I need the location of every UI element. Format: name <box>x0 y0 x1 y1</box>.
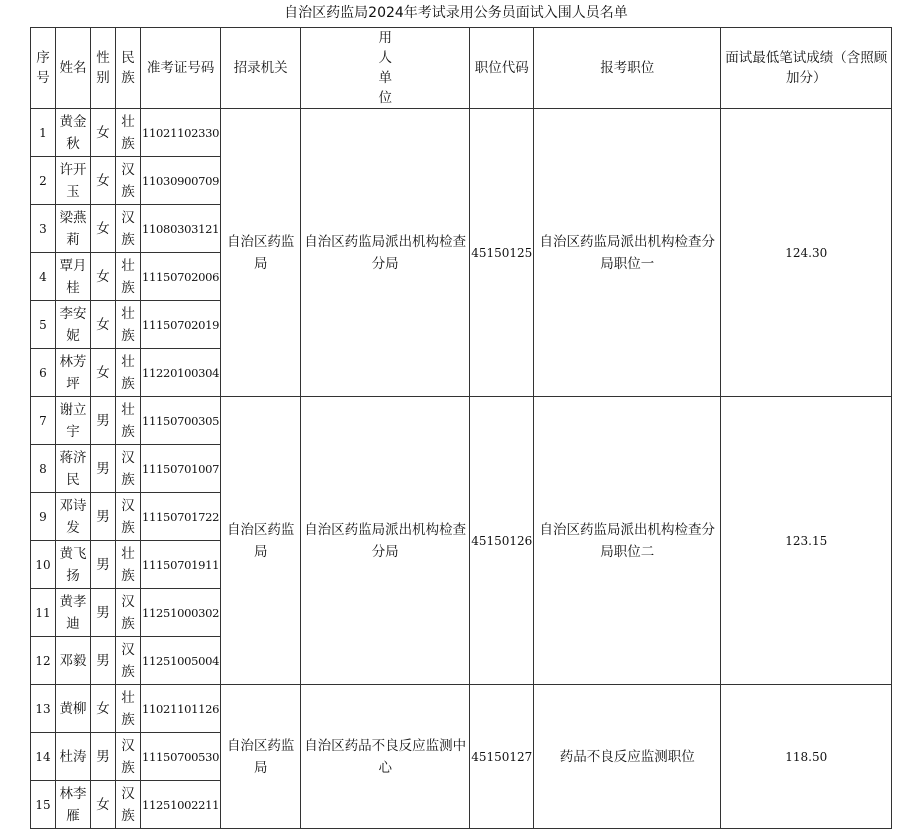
gender-cell: 男 <box>91 733 116 781</box>
ticket-cell: 11021101126 <box>141 685 221 733</box>
name-cell: 黄飞扬 <box>56 541 91 589</box>
ticket-cell: 11251002211 <box>141 781 221 829</box>
header-row <box>31 28 892 109</box>
ethnicity-cell: 汉族 <box>116 733 141 781</box>
ticket-cell: 11080303121 <box>141 205 221 253</box>
position-code-cell: 45150125 <box>470 109 534 397</box>
ticket-cell: 11150702006 <box>141 253 221 301</box>
gender-cell: 女 <box>91 109 116 157</box>
table-row <box>31 109 892 157</box>
gender-cell: 女 <box>91 781 116 829</box>
ethnicity-cell: 壮族 <box>116 301 141 349</box>
ethnicity-cell: 汉族 <box>116 589 141 637</box>
name-cell: 谢立宇 <box>56 397 91 445</box>
ticket-cell: 11150700305 <box>141 397 221 445</box>
header-ticket: 准考证号码 <box>141 28 221 109</box>
name-cell: 梁燕莉 <box>56 205 91 253</box>
seq-cell: 11 <box>31 589 56 637</box>
name-cell: 黄柳 <box>56 685 91 733</box>
gender-cell: 女 <box>91 157 116 205</box>
seq-cell: 8 <box>31 445 56 493</box>
page-title: 自治区药监局2024年考试录用公务员面试入围人员名单 <box>284 5 628 21</box>
name-cell: 杜涛 <box>56 733 91 781</box>
unit-cell: 自治区药品不良反应监测中心 <box>301 685 470 829</box>
agency-cell: 自治区药监局 <box>221 109 301 397</box>
seq-cell: 9 <box>31 493 56 541</box>
min-score-cell: 118.50 <box>721 685 892 829</box>
table-row <box>31 397 892 445</box>
agency-cell: 自治区药监局 <box>221 397 301 685</box>
ethnicity-cell: 壮族 <box>116 541 141 589</box>
gender-cell: 女 <box>91 205 116 253</box>
seq-cell: 6 <box>31 349 56 397</box>
seq-cell: 4 <box>31 253 56 301</box>
seq-cell: 2 <box>31 157 56 205</box>
ticket-cell: 11150702019 <box>141 301 221 349</box>
position-code-cell: 45150127 <box>470 685 534 829</box>
candidate-table <box>30 27 892 829</box>
ethnicity-cell: 汉族 <box>116 445 141 493</box>
ticket-cell: 11150701722 <box>141 493 221 541</box>
ethnicity-cell: 壮族 <box>116 109 141 157</box>
min-score-cell: 123.15 <box>721 397 892 685</box>
gender-cell: 女 <box>91 301 116 349</box>
ethnicity-cell: 汉族 <box>116 493 141 541</box>
min-score-cell: 124.30 <box>721 109 892 397</box>
gender-cell: 女 <box>91 253 116 301</box>
name-cell: 邓毅 <box>56 637 91 685</box>
ticket-cell: 11220100304 <box>141 349 221 397</box>
gender-cell: 男 <box>91 637 116 685</box>
header-ethnicity: 民族 <box>116 28 141 109</box>
gender-cell: 男 <box>91 493 116 541</box>
name-cell: 覃月桂 <box>56 253 91 301</box>
name-cell: 黄金秋 <box>56 109 91 157</box>
seq-cell: 13 <box>31 685 56 733</box>
header-agency: 招录机关 <box>221 28 301 109</box>
ticket-cell: 11150701007 <box>141 445 221 493</box>
seq-cell: 7 <box>31 397 56 445</box>
seq-cell: 5 <box>31 301 56 349</box>
seq-cell: 10 <box>31 541 56 589</box>
seq-cell: 3 <box>31 205 56 253</box>
ethnicity-cell: 壮族 <box>116 253 141 301</box>
gender-cell: 男 <box>91 397 116 445</box>
ticket-cell: 11251000302 <box>141 589 221 637</box>
header-gender: 性别 <box>91 28 116 109</box>
ethnicity-cell: 汉族 <box>116 781 141 829</box>
name-cell: 李安妮 <box>56 301 91 349</box>
seq-cell: 1 <box>31 109 56 157</box>
name-cell: 黄孝迪 <box>56 589 91 637</box>
seq-cell: 12 <box>31 637 56 685</box>
gender-cell: 男 <box>91 541 116 589</box>
name-cell: 林芳坪 <box>56 349 91 397</box>
name-cell: 邓诗发 <box>56 493 91 541</box>
gender-cell: 女 <box>91 349 116 397</box>
ticket-cell: 11251005004 <box>141 637 221 685</box>
ethnicity-cell: 壮族 <box>116 397 141 445</box>
header-position-code: 职位代码 <box>470 28 534 109</box>
ethnicity-cell: 汉族 <box>116 637 141 685</box>
ticket-cell: 11150700530 <box>141 733 221 781</box>
ethnicity-cell: 汉族 <box>116 157 141 205</box>
ticket-cell: 11021102330 <box>141 109 221 157</box>
header-unit: 用人单位 <box>301 28 470 109</box>
ethnicity-cell: 壮族 <box>116 685 141 733</box>
ticket-cell: 11030900709 <box>141 157 221 205</box>
agency-cell: 自治区药监局 <box>221 685 301 829</box>
unit-cell: 自治区药监局派出机构检查分局 <box>301 109 470 397</box>
name-cell: 林李雁 <box>56 781 91 829</box>
ethnicity-cell: 汉族 <box>116 205 141 253</box>
unit-cell: 自治区药监局派出机构检查分局 <box>301 397 470 685</box>
gender-cell: 女 <box>91 685 116 733</box>
position-cell: 自治区药监局派出机构检查分局职位二 <box>534 397 721 685</box>
gender-cell: 男 <box>91 445 116 493</box>
header-position: 报考职位 <box>534 28 721 109</box>
header-min-score: 面试最低笔试成绩（含照顾加分） <box>721 28 892 109</box>
header-seq: 序号 <box>31 28 56 109</box>
ethnicity-cell: 壮族 <box>116 349 141 397</box>
position-code-cell: 45150126 <box>470 397 534 685</box>
table-row <box>31 685 892 733</box>
name-cell: 蒋济民 <box>56 445 91 493</box>
gender-cell: 男 <box>91 589 116 637</box>
seq-cell: 14 <box>31 733 56 781</box>
seq-cell: 15 <box>31 781 56 829</box>
ticket-cell: 11150701911 <box>141 541 221 589</box>
position-cell: 自治区药监局派出机构检查分局职位一 <box>534 109 721 397</box>
header-name: 姓名 <box>56 28 91 109</box>
position-cell: 药品不良反应监测职位 <box>534 685 721 829</box>
name-cell: 许开玉 <box>56 157 91 205</box>
